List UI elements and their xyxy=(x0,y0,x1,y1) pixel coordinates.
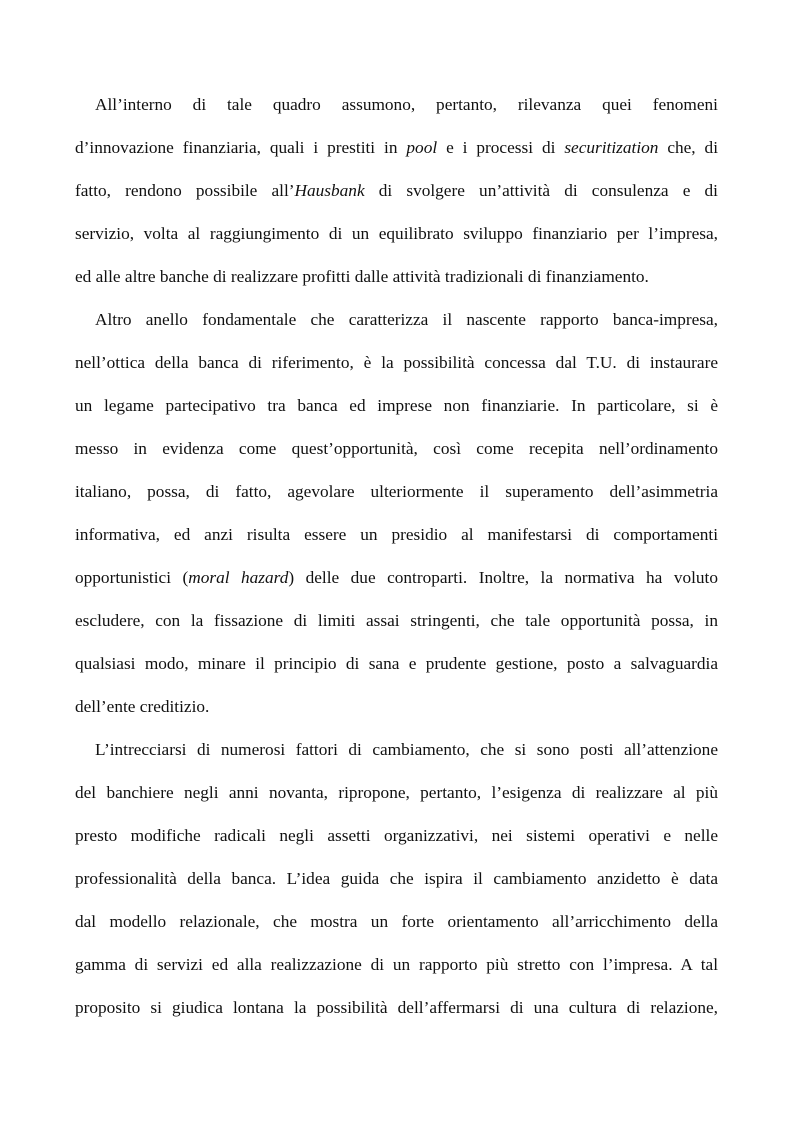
text-run: e i processi di xyxy=(437,138,565,157)
text-line xyxy=(75,169,718,212)
text-line xyxy=(75,943,718,986)
text-line xyxy=(75,83,718,126)
text-run: italiano, possa, di fatto, agevolare ulteriormente il superamento dell’asimmetria xyxy=(75,482,718,501)
text-line xyxy=(75,212,718,255)
italic-term-hausbank: Hausbank xyxy=(294,181,365,200)
italic-term-moral-hazard: moral hazard xyxy=(188,568,289,587)
text-line xyxy=(75,513,718,556)
text-run: professionalità della banca. L’idea guida che ispira il cambiamento anzidetto è data xyxy=(75,869,718,888)
text-run: escludere, con la fissazione di limiti assai stringenti, che tale opportunità possa, in xyxy=(75,611,718,630)
text-line xyxy=(75,384,718,427)
text-line xyxy=(75,771,718,814)
text-run: servizio, volta al raggiungimento di un equilibrato sviluppo finanziario per l’impresa, xyxy=(75,224,718,243)
text-run: gamma di servizi ed alla realizzazione di un rapporto più stretto con l’impresa. A tal xyxy=(75,955,718,974)
text-line xyxy=(75,857,718,900)
text-run: di svolgere un’attività di consulenza e di xyxy=(364,181,718,200)
paragraph-2 xyxy=(75,298,718,728)
text-run: ed alle altre banche di realizzare profitti dalle attività tradizionali di finanziamento. xyxy=(75,267,649,286)
text-line xyxy=(75,986,718,1029)
text-line xyxy=(75,599,718,642)
text-line xyxy=(75,126,718,169)
text-run: fatto, rendono possibile all’ xyxy=(75,181,295,200)
paragraph-1 xyxy=(75,83,718,298)
text-run: opportunistici ( xyxy=(75,568,189,587)
paragraph-3 xyxy=(75,728,718,1029)
text-line xyxy=(75,255,718,298)
text-run: nell’ottica della banca di riferimento, è la possibilità concessa dal T.U. di instaurare xyxy=(75,353,718,372)
text-run: del banchiere negli anni novanta, ripropone, pertanto, l’esigenza di realizzare al più xyxy=(75,783,718,802)
text-line xyxy=(75,642,718,685)
text-run: d’innovazione finanziaria, quali i prestiti in xyxy=(75,138,407,157)
text-line xyxy=(75,427,718,470)
text-run: che, di xyxy=(658,138,718,157)
text-line xyxy=(75,470,718,513)
italic-term-pool: pool xyxy=(406,138,438,157)
text-line xyxy=(75,556,718,599)
text-run: dell’ente creditizio. xyxy=(75,697,210,716)
text-run: L’intrecciarsi di numerosi fattori di cambiamento, che si sono posti all’attenzione xyxy=(95,740,718,759)
text-run: qualsiasi modo, minare il principio di sana e prudente gestione, posto a salvaguardia xyxy=(75,654,718,673)
text-run: messo in evidenza come quest’opportunità, così come recepita nell’ordinamento xyxy=(75,439,718,458)
text-line xyxy=(75,814,718,857)
italic-term-securitization: securitization xyxy=(564,138,659,157)
text-run: presto modifiche radicali negli assetti organizzativi, nei sistemi operativi e nelle xyxy=(75,826,718,845)
text-line xyxy=(75,298,718,341)
text-run: ) delle due controparti. Inoltre, la normativa ha voluto xyxy=(288,568,718,587)
text-line xyxy=(75,900,718,943)
text-run: Altro anello fondamentale che caratterizza il nascente rapporto banca-impresa, xyxy=(95,310,718,329)
document-page xyxy=(75,83,718,1029)
text-run: informativa, ed anzi risulta essere un presidio al manifestarsi di comportamenti xyxy=(75,525,718,544)
text-line xyxy=(75,728,718,771)
text-line xyxy=(75,341,718,384)
text-run: proposito si giudica lontana la possibilità dell’affermarsi di una cultura di relazione, xyxy=(75,998,718,1017)
text-run: un legame partecipativo tra banca ed imprese non finanziarie. In particolare, si è xyxy=(75,396,718,415)
text-run: dal modello relazionale, che mostra un forte orientamento all’arricchimento della xyxy=(75,912,718,931)
text-run: All’interno di tale quadro assumono, pertanto, rilevanza quei fenomeni xyxy=(95,95,718,114)
text-line xyxy=(75,685,718,728)
